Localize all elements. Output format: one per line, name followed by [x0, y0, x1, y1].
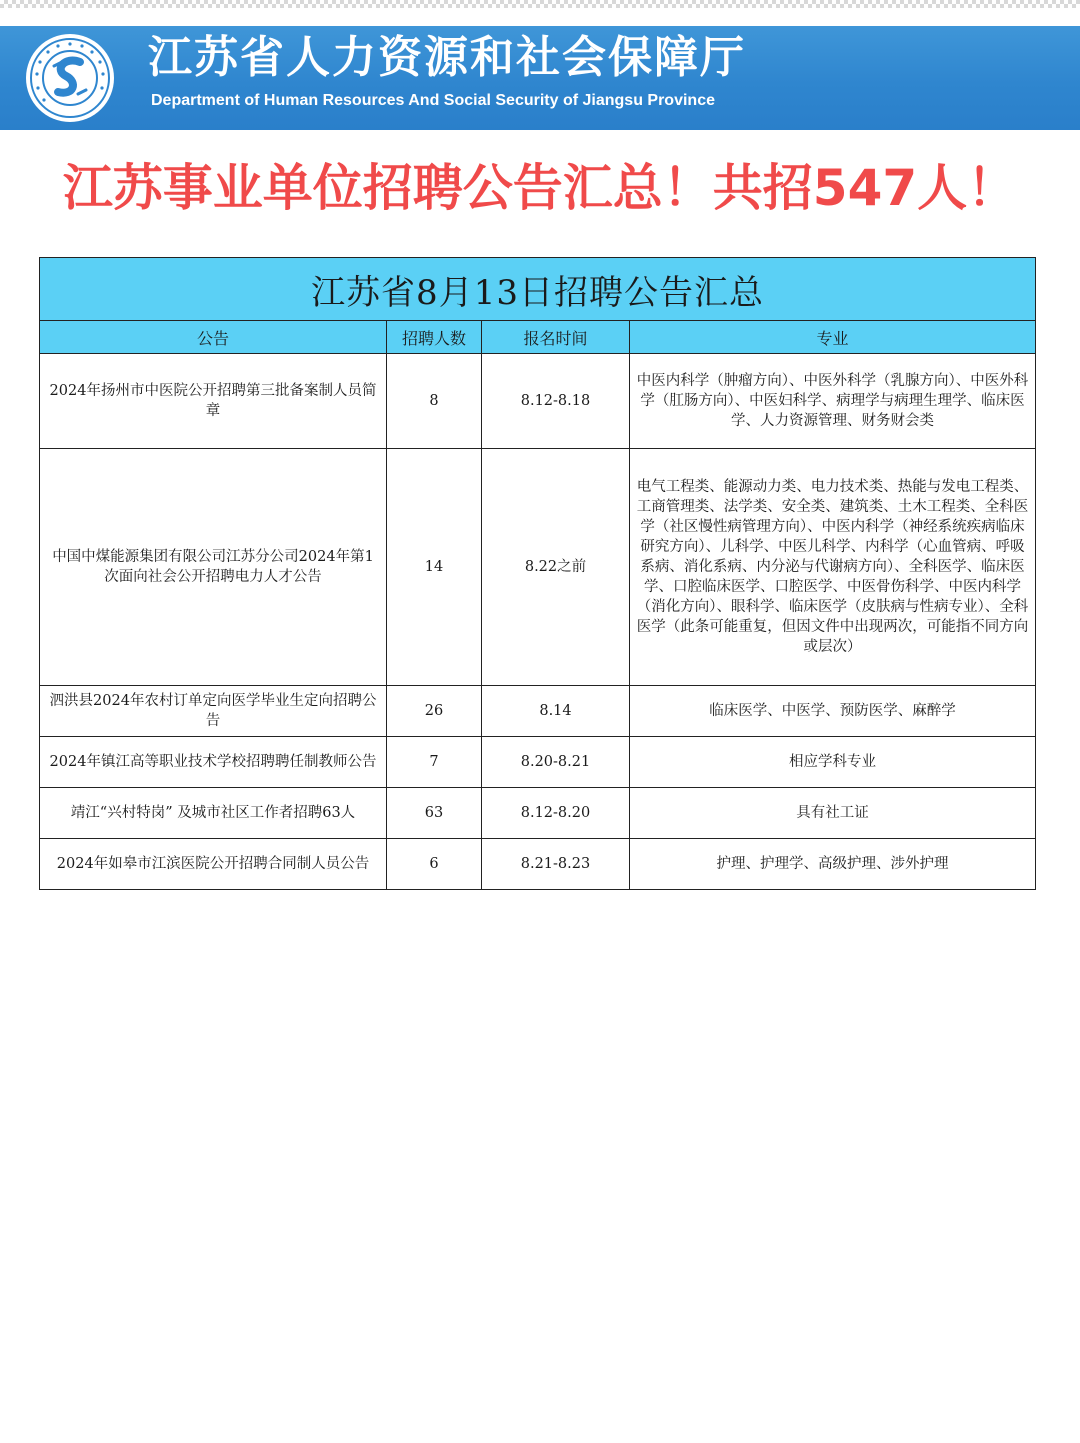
time-cell: 8.12-8.20	[482, 788, 630, 839]
recruitment-summary-table	[39, 257, 1036, 890]
major-cell: 具有社工证	[630, 788, 1036, 839]
time-cell: 8.14	[482, 686, 630, 737]
table-row	[40, 788, 1036, 839]
major-cell: 电气工程类、能源动力类、电力技术类、热能与发电工程类、工商管理类、法学类、安全类、建筑类、土木工程类、全科医学（社区慢性病管理方向）、中医内科学（神经系统疾病临床研究方向）、儿科学、中医儿科学、内科学（心血管病、呼吸系病、消化系病、内分泌与代谢病方向）、全科医学、临床医学、口腔临床医学、口腔医学、中医骨伤科学、中医内科学（消化方向）、眼科学、临床医学（皮肤病与性病专业）、全科医学（此条可能重复，但因文件中出现两次，可能指不同方向或层次）	[630, 449, 1036, 686]
column-header-notice: 公告	[40, 321, 387, 354]
time-cell: 8.21-8.23	[482, 839, 630, 890]
notice-cell: 2024年扬州市中医院公开招聘第三批备案制人员简章	[40, 354, 387, 449]
table-row	[40, 686, 1036, 737]
count-cell: 63	[387, 788, 482, 839]
notice-cell: 2024年如皋市江滨医院公开招聘合同制人员公告	[40, 839, 387, 890]
time-cell: 8.22之前	[482, 449, 630, 686]
table-row	[40, 354, 1036, 449]
department-subtitle: Department of Human Resources And Social Security of Jiangsu Province	[151, 92, 715, 109]
time-cell: 8.20-8.21	[482, 737, 630, 788]
major-cell: 中医内科学（肿瘤方向）、中医外科学（乳腺方向）、中医外科学（肛肠方向）、中医妇科学、病理学与病理生理学、临床医学、人力资源管理、财务财会类	[630, 354, 1036, 449]
table-header-row	[40, 321, 1036, 354]
time-cell: 8.12-8.18	[482, 354, 630, 449]
table-row	[40, 737, 1036, 788]
table-row	[40, 449, 1036, 686]
count-cell: 14	[387, 449, 482, 686]
department-banner	[0, 26, 1080, 130]
top-decor-strip	[0, 0, 1080, 8]
column-header-major: 专业	[630, 321, 1036, 354]
column-header-time: 报名时间	[482, 321, 630, 354]
table-row	[40, 839, 1036, 890]
major-cell: 相应学科专业	[630, 737, 1036, 788]
major-cell: 护理、护理学、高级护理、涉外护理	[630, 839, 1036, 890]
notice-cell: 2024年镇江高等职业技术学校招聘聘任制教师公告	[40, 737, 387, 788]
notice-cell: 靖江“兴村特岗” 及城市社区工作者招聘63人	[40, 788, 387, 839]
count-cell: 7	[387, 737, 482, 788]
major-cell: 临床医学、中医学、预防医学、麻醉学	[630, 686, 1036, 737]
count-cell: 26	[387, 686, 482, 737]
page-headline: 江苏事业单位招聘公告汇总！共招547人！	[62, 159, 1018, 217]
count-cell: 6	[387, 839, 482, 890]
column-header-count: 招聘人数	[387, 321, 482, 354]
notice-cell: 中国中煤能源集团有限公司江苏分公司2024年第1次面向社会公开招聘电力人才公告	[40, 449, 387, 686]
table-caption: 江苏省8月13日招聘公告汇总	[40, 258, 1036, 321]
count-cell: 8	[387, 354, 482, 449]
notice-cell: 泗洪县2024年农村订单定向医学毕业生定向招聘公告	[40, 686, 387, 737]
department-logo-icon	[24, 32, 116, 124]
department-title: 江苏省人力资源和社会保障厅	[148, 32, 746, 83]
